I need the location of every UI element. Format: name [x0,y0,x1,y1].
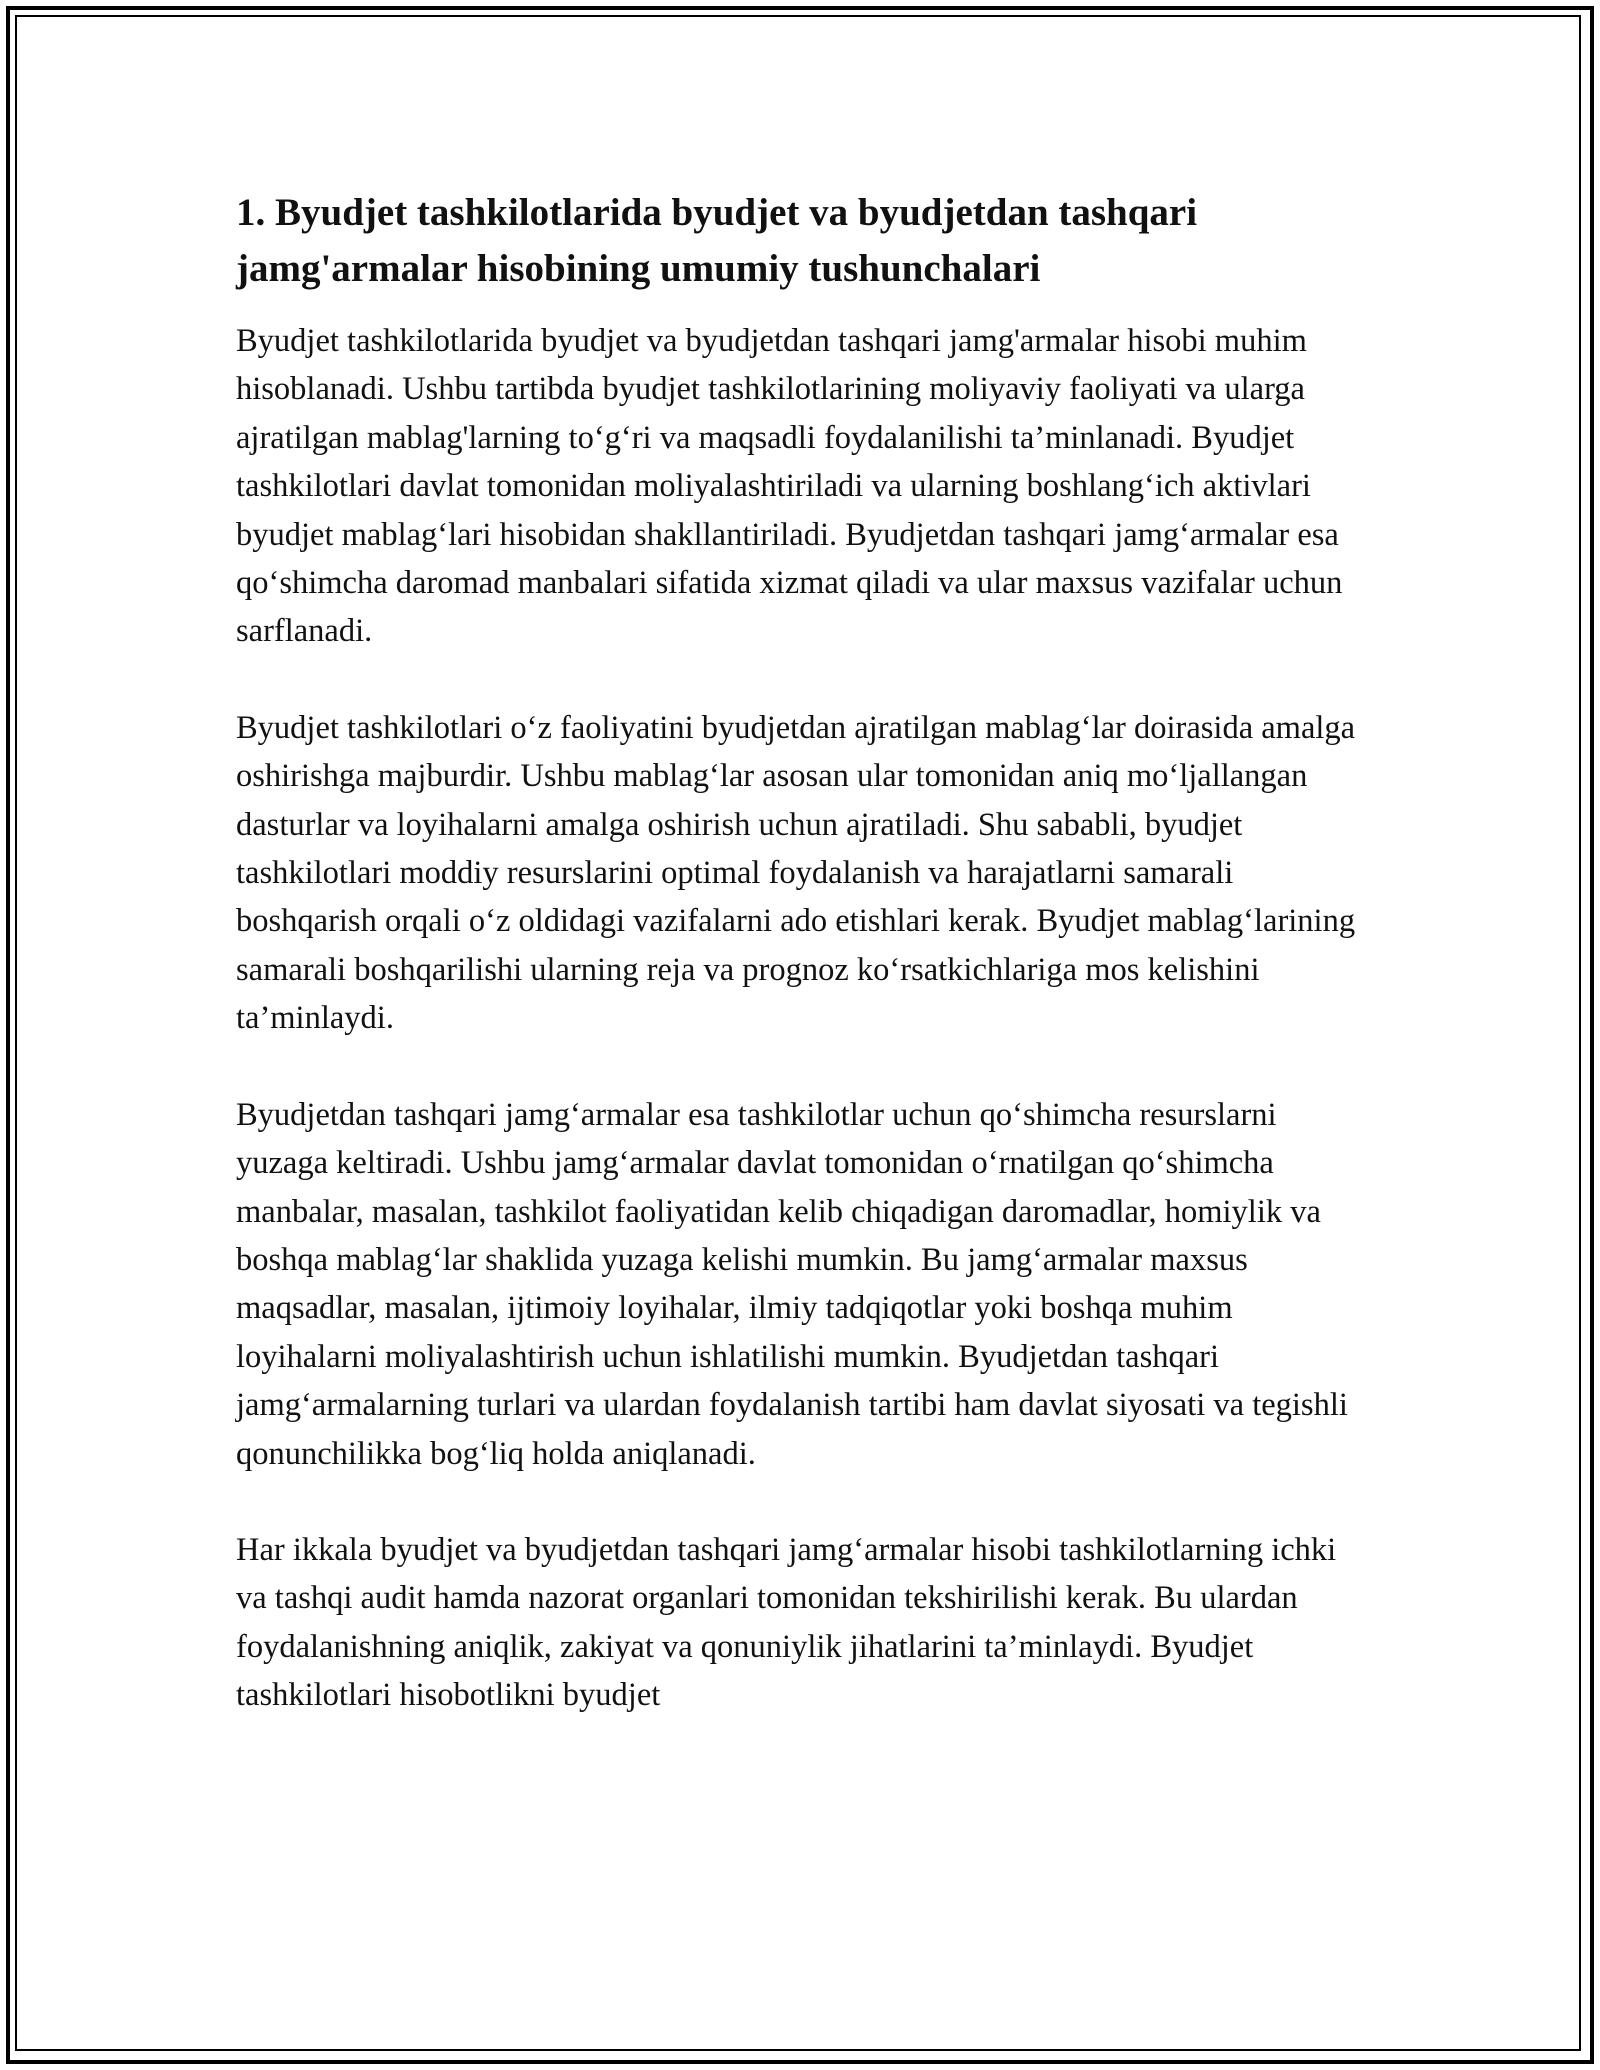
section-heading: 1. Byudjet tashkilotlarida byudjet va byudjetdan tashqari jamg'armalar hisobining umumiy tushunchalari [236,191,1198,290]
paragraph-4: Har ikkala byudjet va byudjetdan tashqari jamg‘armalar hisobi tashkilotlarning ichki va tashqi audit hamda nazorat organlari tomonidan tekshirilishi kerak. Bu ulardan foydalanishning aniqlik, zakiyat va qonuniylik jihatlarini ta’minlaydi. Byudjet tashkilotlari hisobotlikni byudjet [236,1531,1337,1714]
paragraph-1: Byudjet tashkilotlarida byudjet va byudjetdan tashqari jamg'armalar hisobi muhim hisoblanadi. Ushbu tartibda byudjet tashkilotlarining moliyaviy faoliyati va ularga ajratilgan mablag'larning to‘g‘ri va maqsadli foydalanilishi ta’minlanadi. Byudjet tashkilotlari davlat tomonidan moliyalashtiriladi va ularning boshlang‘ich aktivlari byudjet mablag‘lari hisobidan shakllantiriladi. Byudjetdan tashqari jamg‘armalar esa qo‘shimcha daromad manbalari sifatida xizmat qiladi va ular maxsus vazifalar uchun sarflanadi. [236,323,1343,650]
paragraph-3: Byudjetdan tashqari jamg‘armalar esa tashkilotlar uchun qo‘shimcha resurslarni yuzaga keltiradi. Ushbu jamg‘armalar davlat tomonidan o‘rnatilgan qo‘shimcha manbalar, masalan, tashkilot faoliyatidan kelib chiqadigan daromadlar, homiylik va boshqa mablag‘lar shaklida yuzaga kelishi mumkin. Bu jamg‘armalar maxsus maqsadlar, masalan, ijtimoiy loyihalar, ilmiy tadqiqotlar yoki boshqa muhim loyihalarni moliyalashtirish uchun ishlatilishi mumkin. Byudjetdan tashqari jamg‘armalarning turlari va ulardan foydalanish tartibi ham davlat siyosati va tegishli qonunchilikka bog‘liq holda aniqlanadi. [236,1096,1348,1472]
paragraph-2: Byudjet tashkilotlari o‘z faoliyatini byudjetdan ajratilgan mablag‘lar doirasida amalga oshirishga majburdir. Ushbu mablag‘lar asosan ular tomonidan aniq mo‘ljallangan dasturlar va loyihalarni amalga oshirish uchun ajratiladi. Shu sababli, byudjet tashkilotlari moddiy resurslarini optimal foydalanish va harajatlarni samarali boshqarish orqali o‘z oldidagi vazifalarni ado etishlari kerak. Byudjet mablag‘larining samarali boshqarilishi ularning reja va prognoz ko‘rsatkichlariga mos kelishini ta’minlaydi. [236,709,1356,1037]
document-body [236,185,1366,1768]
